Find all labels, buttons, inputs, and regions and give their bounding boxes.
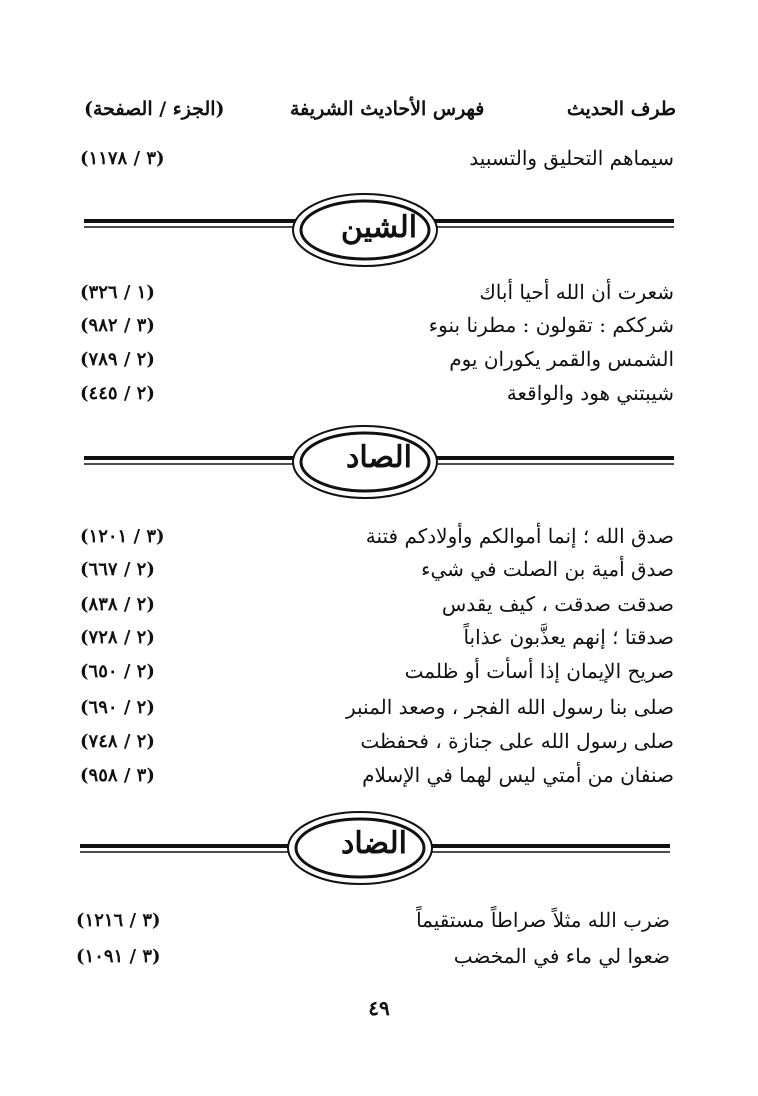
section-heading-sheen xyxy=(0,188,758,278)
hadith-title: صدق أمية بن الصلت في شيء xyxy=(421,557,674,581)
hadith-title: صدق الله ؛ إنما أموالكم وأولادكم فتنة xyxy=(365,524,674,548)
index-entry xyxy=(0,280,758,310)
index-entry xyxy=(0,625,758,655)
index-entry xyxy=(0,659,758,689)
hadith-title: صريح الإيمان إذا أسأت أو ظلمت xyxy=(404,659,674,683)
volume-page-ref: (٢ / ٦٦٧) xyxy=(80,559,155,580)
volume-page-ref: (٢ / ٦٩٠) xyxy=(80,697,155,718)
section-letter: الضاد xyxy=(341,826,407,861)
hadith-title: صنفان من أمتي ليس لهما في الإسلام xyxy=(362,763,674,787)
index-entry xyxy=(0,524,758,554)
index-entry xyxy=(0,146,758,176)
volume-page-ref: (٢ / ٦٥٠) xyxy=(80,661,155,682)
running-header xyxy=(0,98,758,128)
header-volume-page: (الجزء / الصفحة) xyxy=(84,98,225,120)
page-number: ٤٩ xyxy=(368,996,390,1020)
volume-page-ref: (٣ / ١٠٩١) xyxy=(76,946,161,967)
volume-page-ref: (٣ / ٩٨٢) xyxy=(80,315,155,336)
hadith-title: صدقتا ؛ إنهم يعذَّبون عذاباً xyxy=(463,625,674,649)
section-heading-daad xyxy=(0,804,758,894)
index-entry xyxy=(0,381,758,411)
index-entry xyxy=(0,592,758,622)
section-letter: الصاد xyxy=(346,440,412,475)
volume-page-ref: (١ / ٣٢٦) xyxy=(80,282,155,303)
index-entry xyxy=(0,763,758,793)
hadith-title: ضعوا لي ماء في المخضب xyxy=(453,944,670,968)
volume-page-ref: (٢ / ٧٨٩) xyxy=(80,349,155,370)
volume-page-ref: (٣ / ١٢٠١) xyxy=(80,526,165,547)
hadith-title: ضرب الله مثلاً صراطاً مستقيماً xyxy=(416,908,670,932)
hadith-title: سيماهم التحليق والتسبيد xyxy=(469,146,674,170)
hadith-title: صدقت صدقت ، كيف يقدس xyxy=(441,592,674,616)
header-hadith-start: طرف الحديث xyxy=(566,98,676,120)
volume-page-ref: (٢ / ٤٤٥) xyxy=(80,383,155,404)
index-entry xyxy=(0,729,758,759)
volume-page-ref: (٣ / ١٢١٦) xyxy=(76,910,161,931)
header-index-title: فهرس الأحاديث الشريفة xyxy=(290,98,485,120)
hadith-title: شيبتني هود والواقعة xyxy=(506,381,674,405)
hadith-title: صلى بنا رسول الله الفجر ، وصعد المنبر xyxy=(345,695,674,719)
section-heading-saad xyxy=(0,418,758,508)
hadith-title: شرككم : تقولون : مطرنا بنوء xyxy=(428,313,674,337)
index-entry xyxy=(0,313,758,343)
index-entry xyxy=(0,557,758,587)
index-entry xyxy=(0,347,758,377)
volume-page-ref: (٢ / ٧٢٨) xyxy=(80,627,155,648)
volume-page-ref: (٢ / ٨٣٨) xyxy=(80,594,155,615)
volume-page-ref: (٣ / ١١٧٨) xyxy=(80,148,165,169)
index-entry xyxy=(0,944,758,974)
index-entry xyxy=(0,695,758,725)
volume-page-ref: (٢ / ٧٤٨) xyxy=(80,731,155,752)
hadith-title: شعرت أن الله أحيا أباك xyxy=(479,280,674,304)
section-letter: الشين xyxy=(340,210,418,245)
index-entry xyxy=(0,908,758,938)
volume-page-ref: (٣ / ٩٥٨) xyxy=(80,765,155,786)
hadith-title: صلى رسول الله على جنازة ، فحفظت xyxy=(360,729,674,753)
hadith-title: الشمس والقمر يكوران يوم xyxy=(449,347,674,371)
